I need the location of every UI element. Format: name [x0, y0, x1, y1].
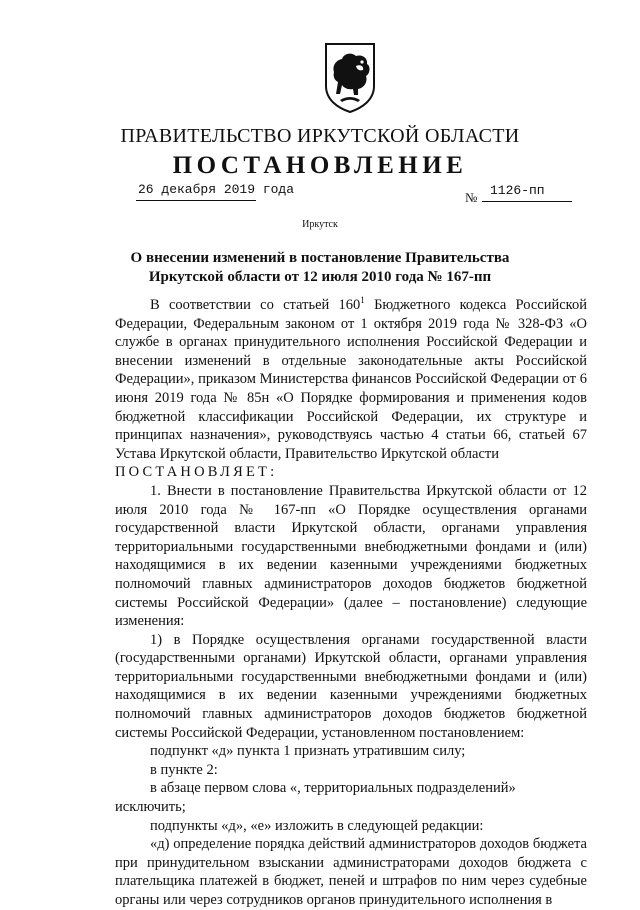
resolve-heading: ПОСТАНОВЛЯЕТ:: [115, 464, 278, 481]
document-type-heading: ПОСТАНОВЛЕНИЕ: [172, 152, 468, 179]
amendment-line-first-paragraph: в абзаце первом слова «, территориальных подразделений» исключить;: [115, 780, 516, 816]
government-title: ПРАВИТЕЛЬСТВО ИРКУТСКОЙ ОБЛАСТИ: [120, 125, 520, 147]
document-number: 1126-пп: [482, 183, 572, 202]
article-superscript: 1: [360, 295, 365, 306]
amendment-line-new-edition: подпункты «д», «е» изложить в следующей редакции:: [150, 817, 484, 834]
amendment-line-d-repealed: подпункт «д» пункта 1 признать утратившим силу;: [150, 743, 466, 760]
amendment-line-point-2: в пункте 2:: [150, 761, 218, 778]
document-date: 26 декабря 2019 года: [136, 182, 256, 201]
document-body: [115, 296, 587, 910]
preamble-text-end: Бюджетного кодекса Российской Федерации, Федеральным законом от 1 октября 2019 года № 328-ФЗ «О службе в органах принудительного исполнения Российской Федерации и внесении изменений в отдельные законодательные акты Российской Федерации», приказом Министерства финансов Российской Федерации от 6 июня 2019 года № 85н «О Порядке формирования и применения кодов бюджетной классификации Российской Федерации, их структуре и принципах назначения», руководствуясь частью 4 статьи 66, статьей 67 Устава Иркутской области, Правительство Иркутской области: [115, 297, 588, 462]
number-label: №: [465, 190, 478, 205]
city-name: Иркутск: [302, 219, 338, 230]
preamble-text-start: В соответствии со статьей 160: [150, 297, 361, 313]
coat-of-arms-emblem: [322, 42, 378, 114]
amendment-text-d: «д) определение порядка действий администраторов доходов бюджета при принудительном взыскании администраторами доходов бюджета с плательщика платежей в бюджет, пеней и штрафов по ним через судебные органы или через сотрудников органов принудительного исполнения в: [115, 836, 587, 908]
preamble-paragraph: [115, 296, 587, 463]
item-1-paragraph: 1. Внести в постановление Правительства Иркутской области от 12 июля 2010 года № 167-пп «О Порядке осуществления органами государственной власти Иркутской области, органами управления территориальными государственными внебюджетными фондами и (или) находящимися в их ведении казенными учреждениями бюджетных полномочий главных администраторов доходов бюджетов бюджетной системы Российской Федерации» (далее – постановление) следующие изменения:: [115, 482, 587, 630]
item-1-subitem-1-paragraph: 1) в Порядке осуществления органами государственной власти (государственными органами) Иркутской области, органами управления территориальными государственными внебюджетными фондами и (или) находящимися в их ведении казенными учреждениями бюджетных полномочий главных администраторов доходов бюджетов бюджетной системы Российской Федерации, установленном постановлением:: [115, 631, 587, 741]
document-subject: О внесении изменений в постановление Правительства Иркутской области от 12 июля 2010 года № 167-пп: [130, 250, 510, 285]
